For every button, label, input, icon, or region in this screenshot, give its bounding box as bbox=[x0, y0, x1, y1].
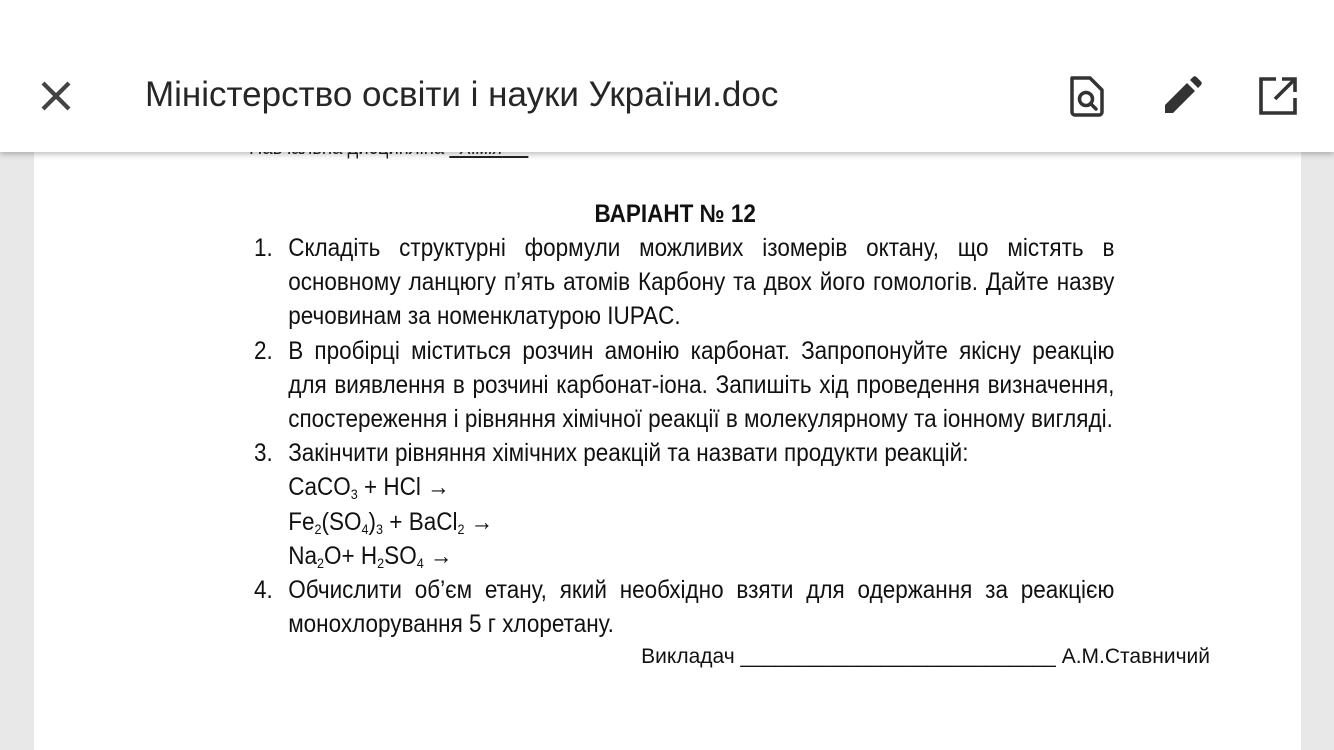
task-text: В пробірці міститься розчин амонію карбонат. Запропонуйте якісну реакцію для виявлення в розчині карбонат-іона. Запишіть хід проведення визначення, спостереження і рівняння хімічної реакції в молекулярному та іонному вигляді. bbox=[288, 336, 1115, 434]
task-number: 2. bbox=[254, 336, 273, 365]
equation-1: CaCO$_3$ + HCl → bbox=[288, 473, 450, 503]
edit-button[interactable] bbox=[1160, 74, 1204, 118]
document-content bbox=[254, 197, 1210, 673]
find-in-page-button[interactable] bbox=[1064, 74, 1108, 118]
find-in-page-icon bbox=[1064, 74, 1108, 118]
task-text: Складіть структурні формули можливих ізомерів октану, що містять в основному ланцюгу п’ять атомів Карбону та двох його гомологів. Дайте назву речовинам за номенклатурою IUPAC. bbox=[288, 234, 1115, 331]
equation-2: $Fe_2(SO_4)_3$ + BaCl$_2$ → bbox=[288, 507, 494, 537]
task-item-2 bbox=[254, 334, 1114, 437]
close-icon bbox=[36, 76, 76, 116]
task-number: 4. bbox=[254, 576, 273, 605]
open-in-new-icon bbox=[1256, 74, 1300, 118]
task-text: Закінчити рівняння хімічних реакцій та назвати продукти реакцій: bbox=[288, 439, 969, 468]
open-in-new-button[interactable] bbox=[1256, 74, 1300, 118]
teacher-signature bbox=[254, 641, 1210, 673]
task-item-3 bbox=[254, 436, 1114, 470]
document-title: Міністерство освіти і науки України.doc bbox=[145, 75, 779, 114]
viewer-toolbar bbox=[0, 0, 1334, 152]
signature-blank: ___________________________ bbox=[740, 645, 1056, 669]
edit-pencil-icon bbox=[1160, 74, 1204, 118]
signature-name: А.М.Ставничий bbox=[1061, 645, 1210, 669]
equation-3: $Na_2O+ H_2SO_4$ → bbox=[288, 541, 453, 571]
close-button[interactable] bbox=[36, 76, 76, 116]
variant-heading: ВАРІАНТ № 12 bbox=[594, 200, 756, 228]
task-number: 3. bbox=[254, 439, 273, 468]
task-text: Обчислити об’єм етану, який необхідно взяти для одержання за реакцією монохлорування 5 г хлоретану. bbox=[288, 576, 1115, 639]
task-item-4 bbox=[254, 573, 1114, 641]
task-number: 1. bbox=[254, 234, 273, 262]
signature-label: Викладач bbox=[641, 645, 735, 669]
task-item-1 bbox=[254, 231, 1114, 334]
